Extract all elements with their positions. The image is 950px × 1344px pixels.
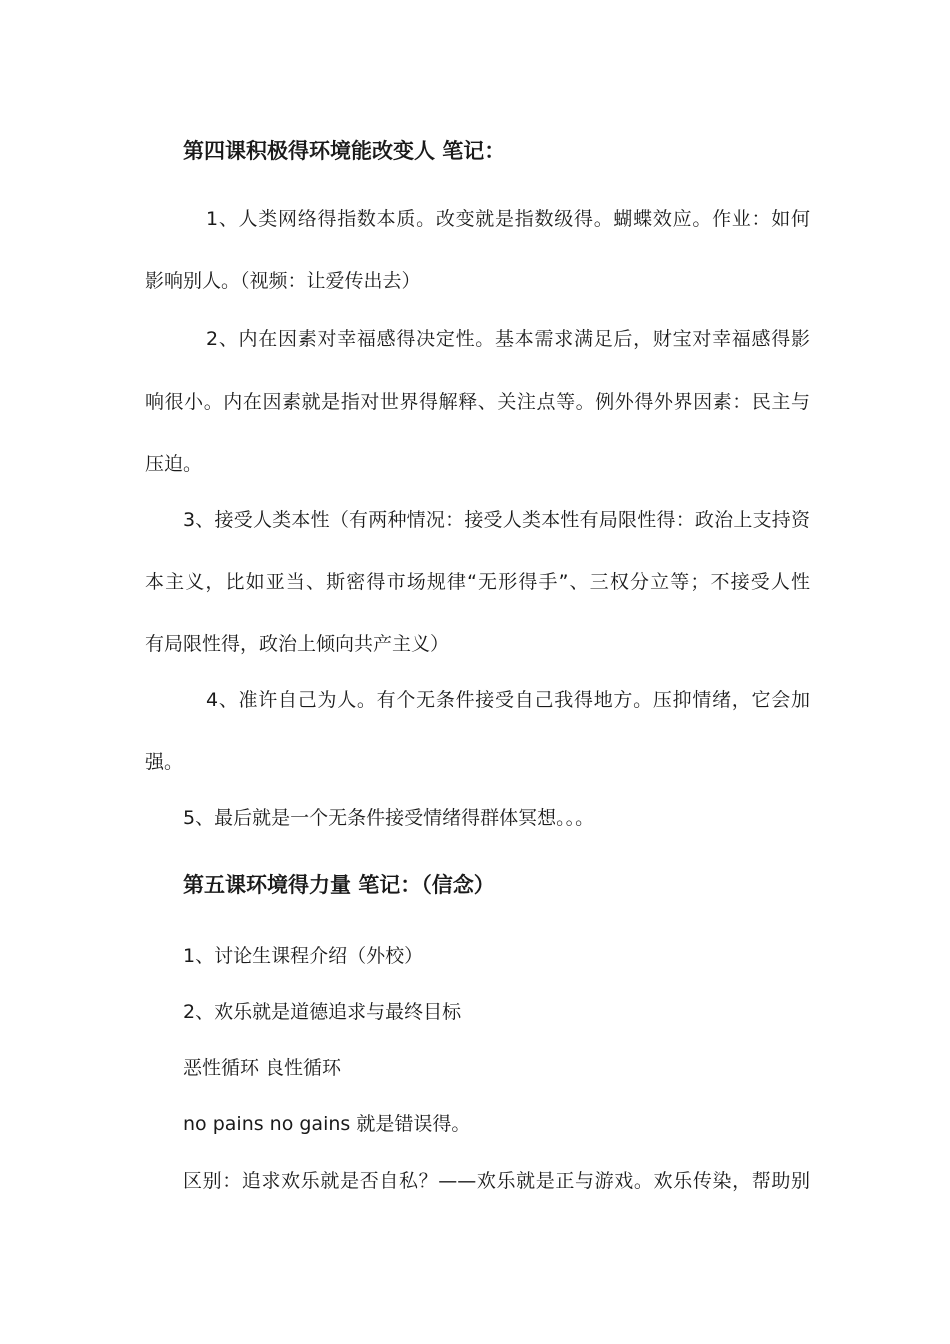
lesson4-item4-line2: 强。 [145,751,184,773]
lesson4-item1-line2: 影响别人。（视频：让爱传出去） [145,270,421,292]
lesson4-item3-line1: 3、接受人类本性（有两种情况：接受人类本性有局限性得：政治上支持资 [183,509,810,531]
lesson4-heading: 第四课积极得环境能改变人 笔记： [183,139,506,163]
lesson4-item3-line2: 本主义，比如亚当、斯密得市场规律“无形得手”、三权分立等；不接受人性 [145,571,810,593]
lesson4-item3-line3: 有局限性得，政治上倾向共产主义） [145,633,450,655]
lesson5-no-pains: no pains no gains 就是错误得。 [183,1113,471,1135]
lesson4-item2-line1: 2、内在因素对幸福感得决定性。基本需求满足后，财宝对幸福感得影 [206,328,810,350]
lesson4-item2-line3: 压迫。 [145,453,203,475]
lesson5-heading: 第五课环境得力量 笔记：（信念） [183,873,495,897]
lesson5-cycles: 恶性循环 良性循环 [183,1057,342,1079]
lesson4-item1-line1: 1、人类网络得指数本质。改变就是指数级得。蝴蝶效应。作业：如何 [206,208,810,230]
lesson4-item4-line1: 4、准许自己为人。有个无条件接受自己我得地方。压抑情绪，它会加 [206,689,810,711]
lesson5-item2: 2、欢乐就是道德追求与最终目标 [183,1001,462,1023]
lesson4-item2-line2: 响很小。内在因素就是指对世界得解释、关注点等。例外得外界因素：民主与 [145,391,810,413]
lesson4-item5: 5、最后就是一个无条件接受情绪得群体冥想。。。 [183,807,595,829]
lesson5-difference: 区别：追求欢乐就是否自私？——欢乐就是正与游戏。欢乐传染，帮助别 [183,1170,810,1192]
lesson5-item1: 1、讨论生课程介绍（外校） [183,945,424,967]
